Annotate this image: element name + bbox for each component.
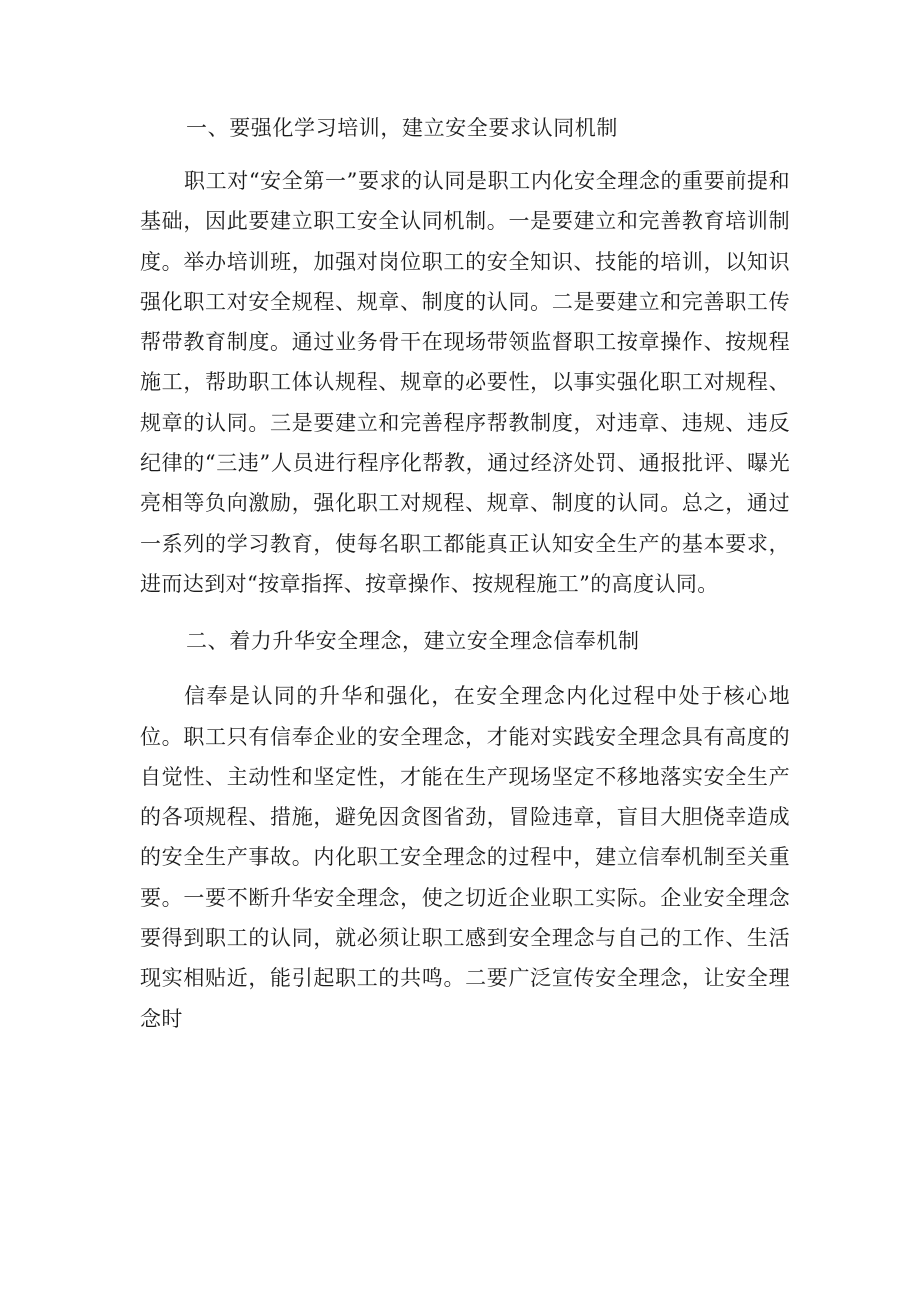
section-1-heading: 一、要强化学习培训，建立安全要求认同机制 bbox=[186, 116, 618, 140]
section-2-heading: 二、着力升华安全理念，建立安全理念信奉机制 bbox=[186, 629, 640, 654]
section-1-paragraph: 职工对“安全第一”要求的认同是职工内化安全理念的重要前提和基础，因此要建立职工安全认同机制。一是要建立和完善教育培训制度。举办培训班，加强对岗位职工的安全知识、技能的培训，以知识强化职工对安全规程、规章、制度的认同。二是要建立和完善职工传帮带教育制度。通过业务骨干在现场带领监督职工按章操作、按规程施工，帮助职工体认规程、规章的必要性，以事实强化职工对规程、规章的认同。三是要建立和完善程序帮教制度，对违章、违规、违反纪律的“三违”人员进行程序化帮教，通过经济处罚、通报批评、曝光亮相等负向激励，强化职工对规程、规章、制度的认同。总之，通过一系列的学习教育，使每名职工都能真正认知安全生产的基本要求，进而达到对“按章指挥、按章操作、按规程施工”的高度认同。 bbox=[140, 169, 790, 596]
document-page bbox=[140, 106, 790, 1039]
section-2-paragraph: 信奉是认同的升华和强化，在安全理念内化过程中处于核心地位。职工只有信奉企业的安全理念，才能对实践安全理念具有高度的自觉性、主动性和坚定性，才能在生产现场坚定不移地落实安全生产的各项规程、措施，避免因贪图省劲，冒险违章，盲目大胆侥幸造成的安全生产事故。内化职工安全理念的过程中，建立信奉机制至关重要。一要不断升华安全理念，使之切近企业职工实际。企业安全理念要得到职工的认同，就必须让职工感到安全理念与自己的工作、生活现实相贴近，能引起职工的共鸣。二要广泛宣传安全理念，让安全理念时 bbox=[140, 684, 790, 1031]
